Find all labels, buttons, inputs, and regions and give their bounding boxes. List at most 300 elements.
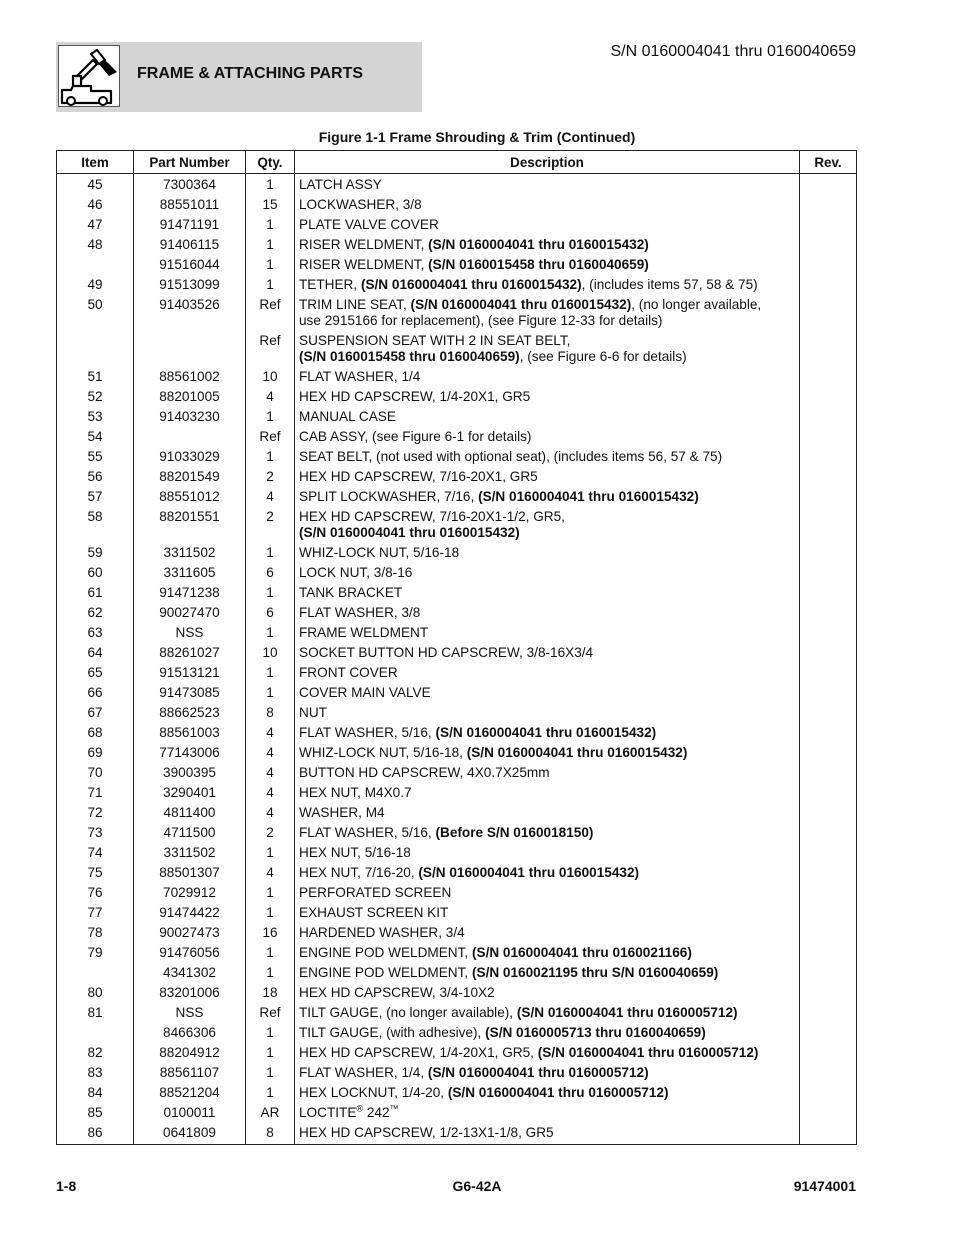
cell-rev xyxy=(800,427,857,447)
description-text: HARDENED WASHER, 3/4 xyxy=(299,925,465,940)
description-text: SOCKET BUTTON HD CAPSCREW, 3/8-16X3/4 xyxy=(299,645,594,660)
cell-part-number: 88521204 xyxy=(134,1083,246,1103)
description-text: WHIZ-LOCK NUT, 5/16-18, xyxy=(299,745,467,760)
table-row xyxy=(57,195,857,215)
description-text: SUSPENSION SEAT WITH 2 IN SEAT BELT, xyxy=(299,333,571,348)
serial-range: S/N 0160004041 thru 0160040659 xyxy=(610,43,856,60)
cell-description xyxy=(295,447,800,467)
cell-qty: 18 xyxy=(246,983,295,1003)
cell-part-number: 91476056 xyxy=(134,943,246,963)
cell-item: 64 xyxy=(57,643,134,663)
table-row xyxy=(57,215,857,235)
cell-part-number: 90027470 xyxy=(134,603,246,623)
cell-rev xyxy=(800,763,857,783)
table-row xyxy=(57,1043,857,1063)
cell-description xyxy=(295,903,800,923)
cell-description xyxy=(295,563,800,583)
description-text: HEX HD CAPSCREW, 1/4-20X1, GR5, xyxy=(299,1045,538,1060)
description-text: ENGINE POD WELDMENT, xyxy=(299,965,472,980)
cell-description xyxy=(295,823,800,843)
cell-part-number: 3311605 xyxy=(134,563,246,583)
cell-rev xyxy=(800,583,857,603)
table-row xyxy=(57,1123,857,1145)
cell-qty: 8 xyxy=(246,703,295,723)
cell-part-number: 88561003 xyxy=(134,723,246,743)
table-row xyxy=(57,407,857,427)
cell-item: 70 xyxy=(57,763,134,783)
cell-part-number: 91513121 xyxy=(134,663,246,683)
table-row xyxy=(57,387,857,407)
cell-rev xyxy=(800,215,857,235)
description-text: HEX LOCKNUT, 1/4-20, xyxy=(299,1085,448,1100)
description-text: FLAT WASHER, 1/4 xyxy=(299,369,421,384)
column-header-rev: Rev. xyxy=(800,151,857,174)
cell-description xyxy=(295,843,800,863)
table-row xyxy=(57,943,857,963)
cell-part-number: 0100011 xyxy=(134,1103,246,1123)
cell-description xyxy=(295,1083,800,1103)
cell-part-number: 3290401 xyxy=(134,783,246,803)
cell-qty: 4 xyxy=(246,487,295,507)
table-row xyxy=(57,963,857,983)
cell-qty: 2 xyxy=(246,467,295,487)
description-text: (S/N 0160004041 thru 0160021166) xyxy=(471,945,692,960)
description-text: (S/N 0160021195 thru S/N 0160040659) xyxy=(471,965,719,980)
description-text: ENGINE POD WELDMENT, xyxy=(299,945,472,960)
cell-item: 77 xyxy=(57,903,134,923)
cell-rev xyxy=(800,943,857,963)
cell-qty: 16 xyxy=(246,923,295,943)
cell-item: 57 xyxy=(57,487,134,507)
cell-description xyxy=(295,683,800,703)
cell-qty: 10 xyxy=(246,643,295,663)
cell-qty: 6 xyxy=(246,563,295,583)
description-text: (S/N 0160004041 thru 0160015432) xyxy=(428,237,649,252)
cell-part-number: 7029912 xyxy=(134,883,246,903)
cell-rev xyxy=(800,1063,857,1083)
cell-rev xyxy=(800,174,857,196)
description-text: NUT xyxy=(299,705,327,720)
cell-description xyxy=(295,487,800,507)
cell-description xyxy=(295,963,800,983)
table-row xyxy=(57,863,857,883)
description-text: SPLIT LOCKWASHER, 7/16, xyxy=(299,489,479,504)
column-header-qty: Qty. xyxy=(246,151,295,174)
cell-description xyxy=(295,331,800,367)
cell-item: 59 xyxy=(57,543,134,563)
cell-qty: 4 xyxy=(246,863,295,883)
cell-qty: 1 xyxy=(246,583,295,603)
description-text: 242 xyxy=(363,1105,390,1120)
table-row xyxy=(57,983,857,1003)
cell-qty: 1 xyxy=(246,255,295,275)
cell-qty: 4 xyxy=(246,763,295,783)
cell-description xyxy=(295,1123,800,1145)
description-text: TILT GAUGE, (no longer available), xyxy=(299,1005,517,1020)
description-text: EXHAUST SCREEN KIT xyxy=(299,905,449,920)
cell-rev xyxy=(800,723,857,743)
description-text: (S/N 0160004041 thru 0160015432) xyxy=(466,745,688,760)
description-text: HEX NUT, M4X0.7 xyxy=(299,785,412,800)
cell-description xyxy=(295,743,800,763)
cell-part-number: 90027473 xyxy=(134,923,246,943)
description-text: TANK BRACKET xyxy=(299,585,403,600)
cell-item: 51 xyxy=(57,367,134,387)
cell-part-number: NSS xyxy=(134,623,246,643)
cell-rev xyxy=(800,331,857,367)
cell-rev xyxy=(800,1003,857,1023)
cell-description xyxy=(295,763,800,783)
table-row xyxy=(57,255,857,275)
cell-item: 68 xyxy=(57,723,134,743)
cell-qty: 1 xyxy=(246,407,295,427)
parts-table xyxy=(56,150,857,1145)
cell-part-number: 91516044 xyxy=(134,255,246,275)
cell-part-number: 91513099 xyxy=(134,275,246,295)
description-text: (S/N 0160004041 thru 0160005712) xyxy=(447,1085,669,1100)
description-text: FRONT COVER xyxy=(299,665,398,680)
cell-item: 56 xyxy=(57,467,134,487)
table-row xyxy=(57,295,857,331)
cell-part-number: 91403230 xyxy=(134,407,246,427)
cell-item: 53 xyxy=(57,407,134,427)
cell-part-number: 77143006 xyxy=(134,743,246,763)
cell-qty: Ref xyxy=(246,295,295,331)
cell-description xyxy=(295,235,800,255)
table-row xyxy=(57,643,857,663)
cell-description xyxy=(295,1003,800,1023)
table-row xyxy=(57,1103,857,1123)
cell-rev xyxy=(800,407,857,427)
cell-part-number: 88201005 xyxy=(134,387,246,407)
cell-item: 65 xyxy=(57,663,134,683)
description-text: ™ xyxy=(389,1103,399,1114)
footer-model: G6-42A xyxy=(452,1178,502,1194)
cell-item: 54 xyxy=(57,427,134,447)
column-header-item: Item xyxy=(57,151,134,174)
cell-qty: 4 xyxy=(246,723,295,743)
cell-rev xyxy=(800,643,857,663)
table-row xyxy=(57,367,857,387)
cell-description xyxy=(295,255,800,275)
cell-item: 47 xyxy=(57,215,134,235)
cell-qty: 15 xyxy=(246,195,295,215)
cell-rev xyxy=(800,823,857,843)
cell-rev xyxy=(800,255,857,275)
cell-item: 61 xyxy=(57,583,134,603)
cell-item: 69 xyxy=(57,743,134,763)
cell-part-number: 0641809 xyxy=(134,1123,246,1145)
description-text: LOCKWASHER, 3/8 xyxy=(299,197,422,212)
cell-part-number: 88201549 xyxy=(134,467,246,487)
cell-part-number: 91473085 xyxy=(134,683,246,703)
cell-item: 80 xyxy=(57,983,134,1003)
cell-item: 78 xyxy=(57,923,134,943)
cell-qty: 8 xyxy=(246,1123,295,1145)
cell-item xyxy=(57,963,134,983)
cell-rev xyxy=(800,923,857,943)
cell-item: 83 xyxy=(57,1063,134,1083)
cell-part-number: 91403526 xyxy=(134,295,246,331)
cell-qty: 1 xyxy=(246,623,295,643)
table-row xyxy=(57,703,857,723)
table-row xyxy=(57,883,857,903)
cell-part-number: 4711500 xyxy=(134,823,246,843)
section-title: FRAME & ATTACHING PARTS xyxy=(137,65,364,82)
cell-description xyxy=(295,863,800,883)
description-text: (S/N 0160004041 thru 0160015432) xyxy=(360,277,582,292)
cell-description xyxy=(295,543,800,563)
cell-qty: 1 xyxy=(246,215,295,235)
cell-item: 60 xyxy=(57,563,134,583)
cell-item xyxy=(57,255,134,275)
table-row xyxy=(57,275,857,295)
cell-qty: 1 xyxy=(246,963,295,983)
description-text: TRIM LINE SEAT, xyxy=(299,297,411,312)
description-text: (S/N 0160004041 thru 0160015432) xyxy=(435,725,657,740)
cell-rev xyxy=(800,603,857,623)
cell-description xyxy=(295,174,800,196)
cell-description xyxy=(295,623,800,643)
table-row xyxy=(57,663,857,683)
table-row xyxy=(57,763,857,783)
cell-rev xyxy=(800,983,857,1003)
table-row xyxy=(57,427,857,447)
cell-description xyxy=(295,295,800,331)
cell-item: 52 xyxy=(57,387,134,407)
description-text: LATCH ASSY xyxy=(299,177,382,192)
column-header-description: Description xyxy=(295,151,800,174)
description-text: PERFORATED SCREEN xyxy=(299,885,452,900)
cell-qty: 1 xyxy=(246,235,295,255)
description-text: (S/N 0160015458 thru 0160040659) xyxy=(299,349,520,364)
description-text: RISER WELDMENT, xyxy=(299,237,429,252)
cell-item: 79 xyxy=(57,943,134,963)
description-text: COVER MAIN VALVE xyxy=(299,685,431,700)
cell-part-number: 4341302 xyxy=(134,963,246,983)
cell-rev xyxy=(800,1123,857,1145)
cell-item: 81 xyxy=(57,1003,134,1023)
cell-description xyxy=(295,507,800,543)
cell-item: 58 xyxy=(57,507,134,543)
cell-description xyxy=(295,583,800,603)
cell-qty: 1 xyxy=(246,663,295,683)
cell-part-number: 3900395 xyxy=(134,763,246,783)
cell-qty: 1 xyxy=(246,943,295,963)
cell-description xyxy=(295,1103,800,1123)
cell-qty: 1 xyxy=(246,275,295,295)
cell-rev xyxy=(800,563,857,583)
cell-description xyxy=(295,275,800,295)
description-text: use 2915166 for replacement), (see Figure 12-33 for details) xyxy=(299,313,663,328)
cell-description xyxy=(295,923,800,943)
cell-qty: 2 xyxy=(246,823,295,843)
cell-rev xyxy=(800,467,857,487)
cell-part-number xyxy=(134,331,246,367)
description-text: RISER WELDMENT, xyxy=(299,257,429,272)
table-row xyxy=(57,843,857,863)
table-row xyxy=(57,1083,857,1103)
cell-part-number: 88201551 xyxy=(134,507,246,543)
description-text: HEX HD CAPSCREW, 3/4-10X2 xyxy=(299,985,495,1000)
table-row xyxy=(57,487,857,507)
cell-qty: Ref xyxy=(246,427,295,447)
cell-item: 49 xyxy=(57,275,134,295)
table-row xyxy=(57,467,857,487)
cell-description xyxy=(295,783,800,803)
cell-qty: Ref xyxy=(246,331,295,367)
cell-part-number: 8466306 xyxy=(134,1023,246,1043)
cell-rev xyxy=(800,843,857,863)
cell-description xyxy=(295,1043,800,1063)
cell-rev xyxy=(800,1023,857,1043)
cell-qty: 4 xyxy=(246,803,295,823)
cell-item: 76 xyxy=(57,883,134,903)
cell-qty: Ref xyxy=(246,1003,295,1023)
cell-rev xyxy=(800,743,857,763)
cell-description xyxy=(295,427,800,447)
description-text: FLAT WASHER, 3/8 xyxy=(299,605,421,620)
cell-item xyxy=(57,331,134,367)
cell-qty: 1 xyxy=(246,883,295,903)
figure-title: Figure 1-1 Frame Shrouding & Trim (Continued) xyxy=(318,129,636,145)
table-row xyxy=(57,447,857,467)
description-text: FRAME WELDMENT xyxy=(299,625,429,640)
cell-part-number: 4811400 xyxy=(134,803,246,823)
cell-rev xyxy=(800,295,857,331)
table-row xyxy=(57,1003,857,1023)
table-row xyxy=(57,583,857,603)
cell-part-number: 91471191 xyxy=(134,215,246,235)
cell-qty: 4 xyxy=(246,387,295,407)
table-row xyxy=(57,235,857,255)
cell-qty: 1 xyxy=(246,1023,295,1043)
cell-item: 72 xyxy=(57,803,134,823)
description-text: (S/N 0160004041 thru 0160015432) xyxy=(410,297,632,312)
cell-item: 45 xyxy=(57,174,134,196)
description-text: HEX HD CAPSCREW, 1/4-20X1, GR5 xyxy=(299,389,531,404)
cell-qty: 1 xyxy=(246,1063,295,1083)
cell-rev xyxy=(800,903,857,923)
table-row xyxy=(57,903,857,923)
telehandler-icon xyxy=(58,45,120,107)
cell-rev xyxy=(800,1083,857,1103)
cell-item: 66 xyxy=(57,683,134,703)
table-row xyxy=(57,683,857,703)
cell-item: 84 xyxy=(57,1083,134,1103)
table-header-row xyxy=(57,151,857,174)
cell-rev xyxy=(800,507,857,543)
cell-item: 71 xyxy=(57,783,134,803)
cell-rev xyxy=(800,447,857,467)
description-text: MANUAL CASE xyxy=(299,409,396,424)
description-text: HEX HD CAPSCREW, 7/16-20X1, GR5 xyxy=(299,469,538,484)
cell-item: 82 xyxy=(57,1043,134,1063)
description-text: (S/N 0160015458 thru 0160040659) xyxy=(428,257,649,272)
cell-description xyxy=(295,643,800,663)
description-text: HEX HD CAPSCREW, 7/16-20X1-1/2, GR5, xyxy=(299,509,565,524)
cell-rev xyxy=(800,387,857,407)
cell-part-number: 88261027 xyxy=(134,643,246,663)
cell-part-number: 88561002 xyxy=(134,367,246,387)
table-row xyxy=(57,174,857,196)
cell-part-number: 91033029 xyxy=(134,447,246,467)
cell-part-number: 91406115 xyxy=(134,235,246,255)
table-row xyxy=(57,543,857,563)
cell-rev xyxy=(800,783,857,803)
cell-rev xyxy=(800,803,857,823)
cell-description xyxy=(295,1063,800,1083)
footer-page-number: 1-8 xyxy=(56,1178,77,1194)
table-row xyxy=(57,1023,857,1043)
description-text: TETHER, xyxy=(299,277,361,292)
description-text: , (no longer available, xyxy=(631,297,762,312)
description-text: (Before S/N 0160018150) xyxy=(435,825,594,840)
cell-qty: 1 xyxy=(246,1043,295,1063)
cell-part-number: 91474422 xyxy=(134,903,246,923)
description-text: (S/N 0160004041 thru 0160015432) xyxy=(418,865,640,880)
cell-rev xyxy=(800,963,857,983)
cell-part-number: 88551011 xyxy=(134,195,246,215)
cell-item: 75 xyxy=(57,863,134,883)
cell-rev xyxy=(800,487,857,507)
description-text: FLAT WASHER, 5/16, xyxy=(299,825,436,840)
table-row xyxy=(57,823,857,843)
cell-description xyxy=(295,703,800,723)
cell-item: 55 xyxy=(57,447,134,467)
cell-qty: 1 xyxy=(246,903,295,923)
cell-description xyxy=(295,367,800,387)
description-text: TILT GAUGE, (with adhesive), xyxy=(299,1025,486,1040)
description-text: ® xyxy=(356,1103,364,1114)
cell-part-number: 88204912 xyxy=(134,1043,246,1063)
cell-part-number: 83201006 xyxy=(134,983,246,1003)
cell-rev xyxy=(800,623,857,643)
description-text: FLAT WASHER, 5/16, xyxy=(299,725,436,740)
description-text: , (includes items 57, 58 & 75) xyxy=(581,277,758,292)
cell-item: 86 xyxy=(57,1123,134,1145)
cell-description xyxy=(295,803,800,823)
cell-description xyxy=(295,215,800,235)
cell-rev xyxy=(800,195,857,215)
cell-item: 62 xyxy=(57,603,134,623)
footer-doc-number: 91474001 xyxy=(793,1178,856,1194)
description-text: (S/N 0160004041 thru 0160005712) xyxy=(427,1065,649,1080)
cell-rev xyxy=(800,1043,857,1063)
cell-rev xyxy=(800,663,857,683)
cell-part-number: 7300364 xyxy=(134,174,246,196)
cell-part-number: 88551012 xyxy=(134,487,246,507)
cell-item: 63 xyxy=(57,623,134,643)
parts-table-body xyxy=(57,174,857,1145)
description-text: HEX NUT, 5/16-18 xyxy=(299,845,411,860)
cell-item: 67 xyxy=(57,703,134,723)
cell-part-number: 3311502 xyxy=(134,843,246,863)
cell-description xyxy=(295,723,800,743)
cell-description xyxy=(295,603,800,623)
cell-part-number: 88662523 xyxy=(134,703,246,723)
cell-description xyxy=(295,195,800,215)
cell-part-number: 3311502 xyxy=(134,543,246,563)
table-row xyxy=(57,623,857,643)
cell-qty: 1 xyxy=(246,543,295,563)
cell-part-number: 91471238 xyxy=(134,583,246,603)
description-text: WHIZ-LOCK NUT, 5/16-18 xyxy=(299,545,460,560)
cell-item: 48 xyxy=(57,235,134,255)
cell-rev xyxy=(800,883,857,903)
description-text: CAB ASSY, (see Figure 6-1 for details) xyxy=(299,429,532,444)
description-text: (S/N 0160005713 thru 0160040659) xyxy=(485,1025,706,1040)
